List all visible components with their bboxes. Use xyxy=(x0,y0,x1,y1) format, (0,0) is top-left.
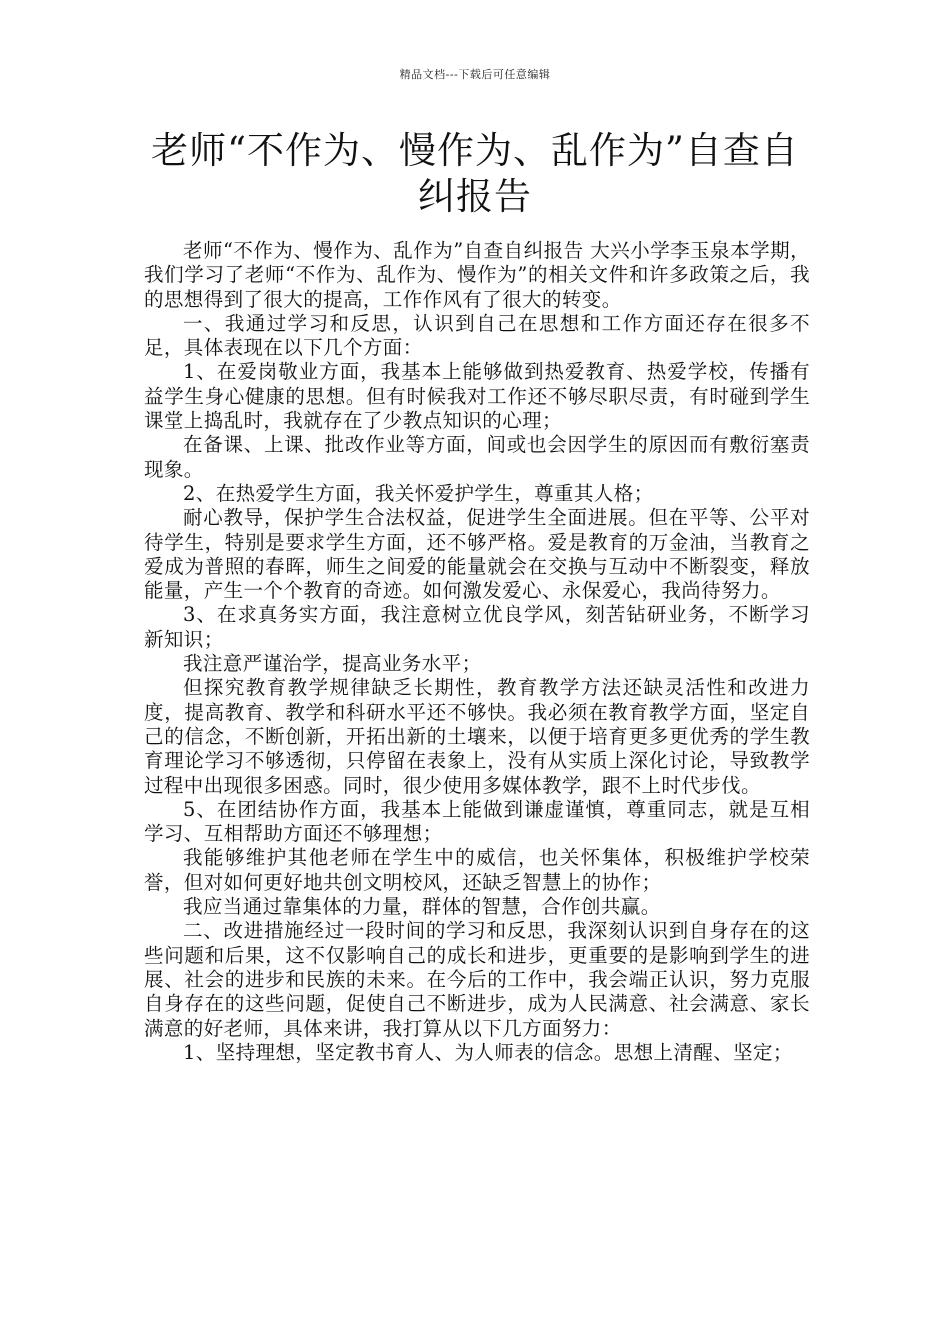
paragraph: 一、我通过学习和反思，认识到自己在思想和工作方面还存在很多不足，具体表现在以下几个方面： xyxy=(144,311,810,360)
paragraph: 3、在求真务实方面，我注意树立优良学风，刻苦钻研业务，不断学习新知识； xyxy=(144,603,810,651)
document-body xyxy=(144,239,810,1065)
paragraph: 1、坚持理想，坚定教书育人、为人师表的信念。思想上清醒、坚定； xyxy=(183,1040,793,1064)
document-title: 老师“不作为、慢作为、乱作为”自查自纠报告 xyxy=(151,129,799,218)
paragraph: 1、在爱岗敬业方面，我基本上能够做到热爱教育、热爱学校，传播有益学生身心健康的思想。但有时候我对工作还不够尽职尽责，有时碰到学生课堂上捣乱时，我就存在了少教点知识的心理； xyxy=(144,360,810,433)
paragraph: 我能够维护其他老师在学生中的威信，也关怀集体，积极维护学校荣誉，但对如何更好地共创文明校风，还缺乏智慧上的协作； xyxy=(144,846,810,894)
header-note: 精品文档---下载后可任意编辑 xyxy=(399,68,551,81)
paragraph: 二、改进措施经过一段时间的学习和反思，我深刻认识到自身存在的这些问题和后果，这不仅影响自己的成长和进步，更重要的是影响到学生的进展、社会的进步和民族的未来。在今后的工作中，我会端正认识，努力克服自身存在的这些问题，促使自己不断进步，成为人民满意、社会满意、家长满意的好老师，具体来讲，我打算从以下几方面努力： xyxy=(144,919,810,1040)
paragraph: 耐心教导，保护学生合法权益，促进学生全面进展。但在平等、公平对待学生，特别是要求学生方面，还不够严格。爱是教育的万金油，当教育之爱成为普照的春晖，师生之间爱的能量就会在交换与互动中不断裂变，释放能量，产生一个个教育的奇迹。如何激发爱心、永保爱心，我尚待努力。 xyxy=(144,506,810,603)
paragraph: 老师“不作为、慢作为、乱作为”自查自纠报告 大兴小学李玉泉本学期，我们学习了老师“不作为、乱作为、慢作为”的相关文件和许多政策之后，我的思想得到了很大的提高，工作作风有了很大的转变。 xyxy=(144,239,810,311)
paragraph: 我注意严谨治学，提高业务水平； xyxy=(183,652,482,676)
paragraph: 5、在团结协作方面，我基本上能做到谦虚谨慎，尊重同志，就是互相学习、互相帮助方面还不够理想； xyxy=(144,797,810,846)
paragraph: 但探究教育教学规律缺乏长期性，教育教学方法还缺灵活性和改进力度，提高教育、教学和科研水平还不够快。我必须在教育教学方面，坚定自己的信念，不断创新，开拓出新的土壤来，以便于培育更多更优秀的学生教育理论学习不够透彻，只停留在表象上，没有从实质上深化讨论，导致教学过程中出现很多困惑。同时，很少使用多媒体教学，跟不上时代步伐。 xyxy=(144,676,810,797)
paragraph: 我应当通过靠集体的力量，群体的智慧，合作创共赢。 xyxy=(183,895,661,919)
paragraph: 2、在热爱学生方面，我关怀爱护学生，尊重其人格； xyxy=(183,481,654,505)
paragraph: 在备课、上课、批改作业等方面，间或也会因学生的原因而有敷衍塞责现象。 xyxy=(144,433,810,481)
